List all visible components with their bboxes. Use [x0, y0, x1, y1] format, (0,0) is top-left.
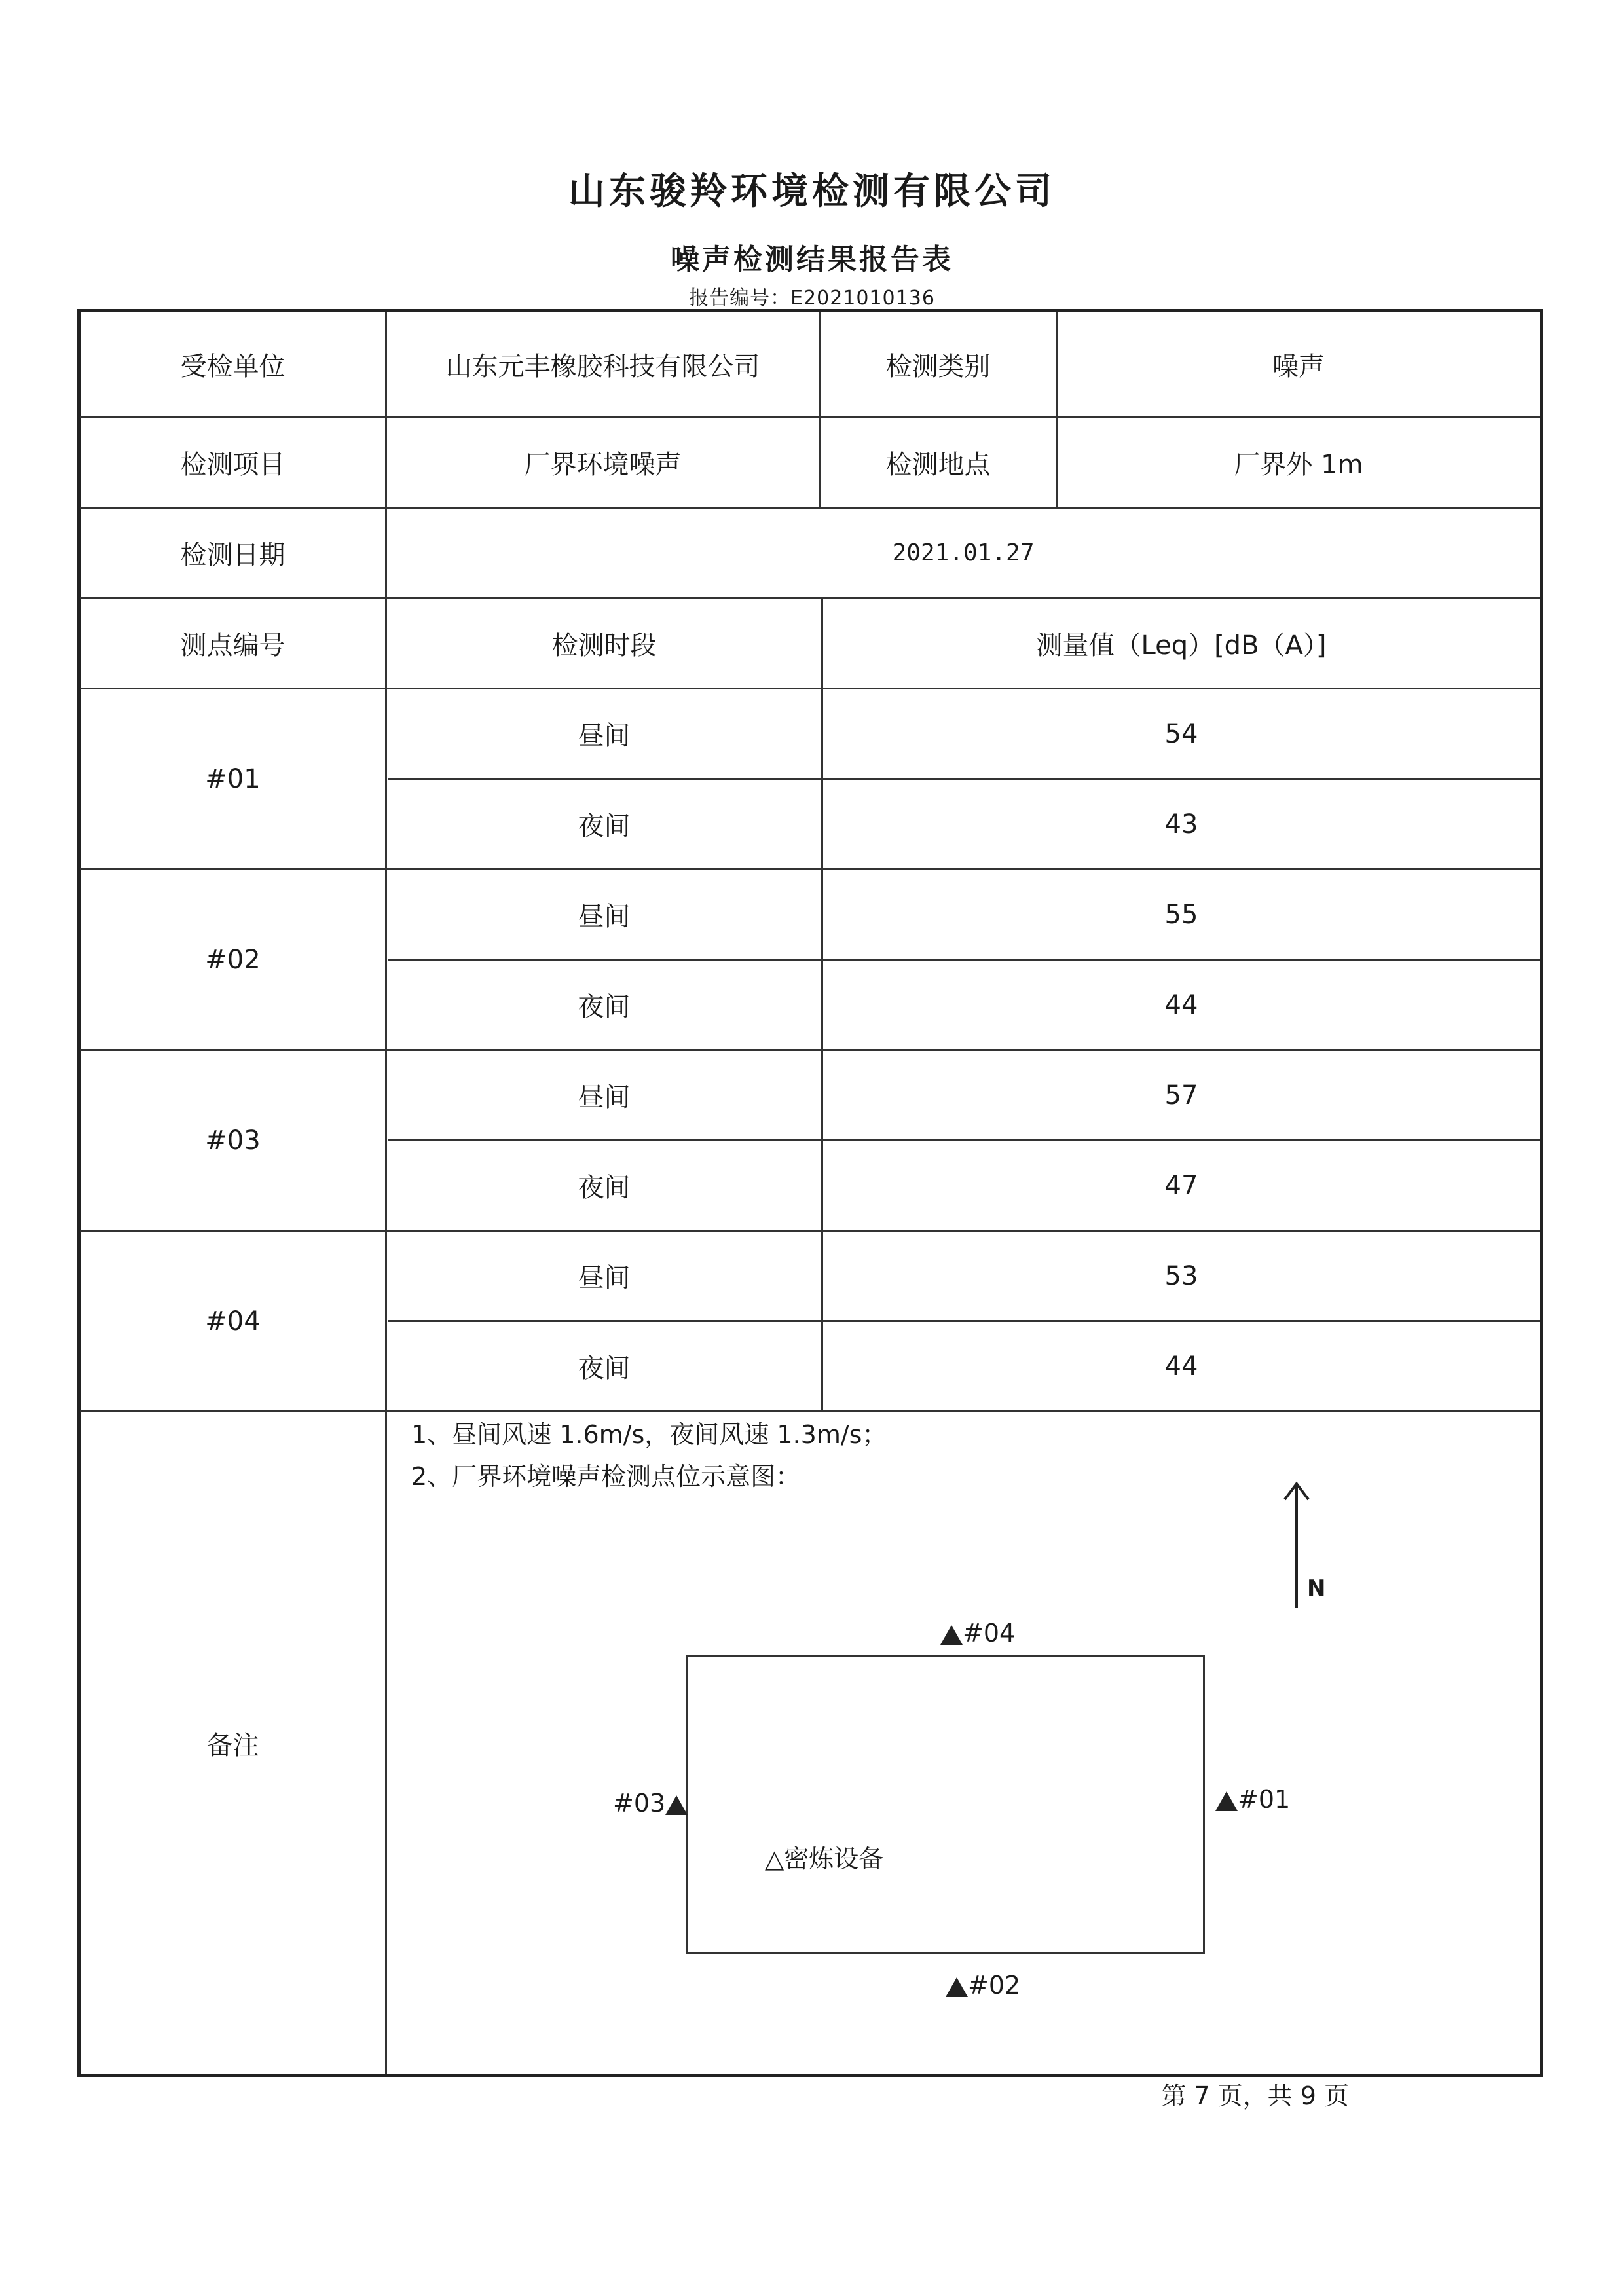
- date-value: 2021.01.27: [892, 540, 1035, 566]
- category-value: 噪声: [1272, 352, 1325, 382]
- value-night: 47: [1164, 1170, 1198, 1201]
- table-row-point: #01: [205, 763, 261, 794]
- period-night: 夜间: [578, 1353, 631, 1384]
- triangle-icon: [665, 1795, 688, 1815]
- header-value: 测量值（Leq）[dB（A）]: [1036, 631, 1327, 661]
- table-row-point: #04: [205, 1306, 261, 1336]
- point-02-label: #02: [968, 1971, 1021, 2000]
- value-night: 44: [1164, 1351, 1198, 1382]
- header-point: 测点编号: [180, 631, 286, 661]
- point-01-marker: [1215, 1785, 1290, 1814]
- table-row-point: #02: [205, 944, 261, 975]
- location-value: 厂界外 1m: [1234, 450, 1363, 480]
- client-label: 受检单位: [180, 352, 286, 382]
- period-day: 昼间: [578, 902, 631, 932]
- value-day: 57: [1164, 1080, 1198, 1111]
- company-name: 山东骏羚环境检测有限公司: [568, 170, 1056, 213]
- point-01-label: #01: [1238, 1785, 1291, 1814]
- value-day: 53: [1164, 1260, 1198, 1291]
- value-night: 43: [1164, 809, 1198, 839]
- item-label: 检测项目: [180, 450, 286, 480]
- triangle-icon: [1215, 1791, 1238, 1811]
- point-03-label: #03: [613, 1789, 666, 1818]
- period-day: 昼间: [578, 721, 631, 751]
- category-label: 检测类别: [885, 352, 991, 382]
- triangle-icon: [940, 1625, 963, 1645]
- north-label: N: [1307, 1575, 1326, 1602]
- header-period: 检测时段: [551, 631, 657, 661]
- point-03-marker: [613, 1789, 688, 1818]
- remarks-line-1: 1、昼间风速 1.6m/s，夜间风速 1.3m/s；: [411, 1420, 887, 1449]
- client-value: 山东元丰橡胶科技有限公司: [445, 352, 760, 382]
- period-day: 昼间: [578, 1263, 631, 1293]
- form-title: 噪声检测结果报告表: [671, 243, 953, 276]
- period-night: 夜间: [578, 1173, 631, 1203]
- equipment-label: △密炼设备: [765, 1845, 884, 1873]
- point-04-marker: [940, 1619, 1015, 1647]
- point-02-marker: [946, 1971, 1020, 2000]
- location-label: 检测地点: [885, 450, 991, 480]
- period-night: 夜间: [578, 811, 631, 841]
- value-night: 44: [1164, 989, 1198, 1020]
- value-day: 54: [1164, 718, 1198, 749]
- remarks-label: 备注: [206, 1730, 259, 1761]
- plant-boundary: [686, 1655, 1205, 1954]
- remarks-line-2: 2、厂界环境噪声检测点位示意图：: [411, 1462, 801, 1491]
- period-day: 昼间: [578, 1082, 631, 1112]
- page-number: 第 7 页，共 9 页: [1161, 2082, 1349, 2110]
- report-number: 报告编号：E2021010136: [689, 287, 935, 310]
- date-label: 检测日期: [180, 540, 286, 570]
- item-value: 厂界环境噪声: [524, 450, 682, 480]
- value-day: 55: [1164, 899, 1198, 930]
- period-night: 夜间: [578, 992, 631, 1022]
- point-04-label: #04: [963, 1619, 1016, 1647]
- triangle-icon: [946, 1977, 968, 1997]
- table-row-point: #03: [205, 1125, 261, 1156]
